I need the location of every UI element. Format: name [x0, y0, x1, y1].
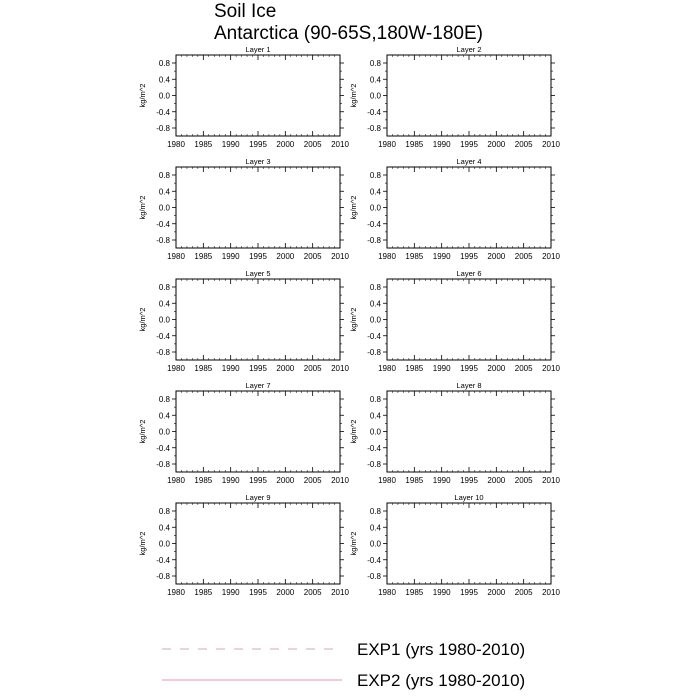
y-tick-label: 0.0 [158, 203, 170, 213]
title-line-2: Antarctica (90-65S,180W-180E) [214, 23, 483, 44]
y-tick-label: 0.0 [369, 539, 381, 549]
y-tick-label: -0.4 [367, 331, 381, 341]
x-tick-label: 1995 [460, 476, 478, 485]
panel-layer-3 [138, 157, 349, 261]
y-axis-label: kg/m^2 [349, 195, 358, 220]
x-tick-label: 1980 [378, 476, 396, 485]
x-tick-label: 1995 [249, 588, 267, 597]
y-tick-label: 0.0 [158, 427, 170, 437]
x-tick-label: 2000 [276, 252, 295, 261]
y-tick-label: 0.0 [369, 427, 381, 437]
panel-title: Layer 8 [456, 381, 482, 390]
x-tick-label: 1990 [221, 476, 240, 485]
x-tick-label: 2010 [542, 476, 560, 485]
x-tick-label: 2000 [487, 364, 506, 373]
panel-layer-5 [138, 269, 349, 373]
y-tick-label: -0.8 [156, 236, 170, 245]
y-tick-label: 0.4 [158, 411, 170, 421]
y-tick-label: 0.8 [369, 507, 381, 516]
plot-frame [387, 503, 551, 584]
y-tick-label: -0.8 [367, 124, 381, 133]
y-tick-label: 0.4 [369, 411, 381, 421]
x-tick-label: 1995 [460, 364, 478, 373]
x-tick-label: 1985 [194, 476, 213, 485]
x-tick-label: 1990 [432, 588, 451, 597]
panel-layer-2 [349, 45, 560, 149]
panel-title: Layer 1 [245, 45, 271, 54]
y-tick-label: 0.4 [158, 523, 170, 533]
x-tick-label: 2010 [331, 588, 349, 597]
panel-title: Layer 5 [245, 269, 271, 278]
x-tick-label: 1995 [249, 364, 267, 373]
legend-label-exp2: EXP2 (yrs 1980-2010) [357, 671, 526, 690]
x-tick-label: 1990 [432, 140, 451, 149]
y-tick-label: -0.4 [367, 443, 381, 453]
y-axis-label: kg/m^2 [349, 419, 358, 444]
x-tick-label: 1990 [221, 588, 240, 597]
x-tick-label: 2010 [331, 252, 349, 261]
x-tick-label: 1990 [221, 252, 240, 261]
legend [162, 640, 525, 690]
panel-layer-1 [138, 45, 349, 149]
x-tick-label: 1985 [405, 588, 424, 597]
y-tick-label: -0.8 [367, 348, 381, 357]
x-tick-label: 2010 [542, 252, 560, 261]
x-tick-label: 1980 [167, 252, 185, 261]
x-tick-label: 1990 [432, 252, 451, 261]
x-tick-label: 2000 [276, 588, 295, 597]
x-tick-label: 1985 [194, 364, 213, 373]
y-tick-label: 0.8 [158, 59, 170, 68]
y-tick-label: 0.8 [369, 395, 381, 404]
y-tick-label: 0.4 [158, 75, 170, 85]
x-tick-label: 2000 [276, 476, 295, 485]
y-tick-label: -0.4 [156, 219, 170, 229]
x-tick-label: 1985 [405, 140, 424, 149]
y-tick-label: 0.8 [158, 395, 170, 404]
plot-frame [176, 55, 340, 136]
x-tick-label: 2000 [276, 364, 295, 373]
y-tick-label: 0.8 [369, 171, 381, 180]
panel-layer-4 [349, 157, 560, 261]
y-tick-label: 0.8 [369, 59, 381, 68]
panel-layer-6 [349, 269, 560, 373]
x-tick-label: 2005 [303, 364, 322, 373]
panel-layer-10 [349, 493, 560, 597]
x-tick-label: 1995 [460, 140, 478, 149]
y-tick-label: 0.4 [369, 187, 381, 197]
x-tick-label: 2010 [542, 364, 560, 373]
x-tick-label: 2000 [487, 252, 506, 261]
y-tick-label: -0.4 [156, 555, 170, 565]
plot-frame [387, 279, 551, 360]
y-tick-label: 0.4 [369, 523, 381, 533]
x-tick-label: 1995 [249, 140, 267, 149]
x-tick-label: 1990 [432, 476, 451, 485]
x-tick-label: 1980 [167, 588, 185, 597]
y-axis-label: kg/m^2 [138, 531, 147, 556]
y-tick-label: -0.8 [156, 124, 170, 133]
x-tick-label: 2010 [331, 364, 349, 373]
y-tick-label: 0.8 [158, 283, 170, 292]
x-tick-label: 1995 [460, 588, 478, 597]
x-tick-label: 1995 [249, 476, 267, 485]
x-tick-label: 1985 [194, 252, 213, 261]
y-axis-label: kg/m^2 [138, 83, 147, 108]
x-tick-label: 2000 [487, 140, 506, 149]
y-tick-label: -0.4 [367, 107, 381, 117]
y-tick-label: 0.8 [158, 171, 170, 180]
x-tick-label: 2000 [276, 140, 295, 149]
y-tick-label: 0.4 [158, 299, 170, 309]
panel-title: Layer 9 [245, 493, 271, 502]
plot-frame [176, 391, 340, 472]
y-tick-label: 0.0 [158, 539, 170, 549]
y-tick-label: -0.4 [367, 555, 381, 565]
panel-title: Layer 4 [456, 157, 482, 166]
plot-frame [387, 55, 551, 136]
x-tick-label: 1980 [167, 476, 185, 485]
x-tick-label: 2005 [303, 140, 322, 149]
y-tick-label: 0.0 [158, 315, 170, 325]
plot-frame [387, 391, 551, 472]
x-tick-label: 2000 [487, 476, 506, 485]
y-tick-label: -0.8 [367, 236, 381, 245]
y-axis-label: kg/m^2 [349, 83, 358, 108]
y-tick-label: 0.0 [369, 91, 381, 101]
x-tick-label: 2010 [331, 476, 349, 485]
x-tick-label: 1985 [194, 588, 213, 597]
y-tick-label: 0.0 [158, 91, 170, 101]
y-tick-label: 0.8 [158, 507, 170, 516]
y-tick-label: 0.0 [369, 315, 381, 325]
plot-frame [176, 167, 340, 248]
y-tick-label: 0.4 [369, 299, 381, 309]
y-tick-label: 0.4 [158, 187, 170, 197]
plot-frame [387, 167, 551, 248]
x-tick-label: 2010 [542, 588, 560, 597]
x-tick-label: 2005 [514, 140, 533, 149]
plot-frame [176, 503, 340, 584]
panel-title: Layer 7 [245, 381, 271, 390]
x-tick-label: 1990 [221, 140, 240, 149]
panel-title: Layer 6 [456, 269, 482, 278]
x-tick-label: 1980 [378, 588, 396, 597]
plot-frame [176, 279, 340, 360]
x-tick-label: 2000 [487, 588, 506, 597]
y-tick-label: -0.8 [367, 460, 381, 469]
x-tick-label: 1980 [378, 140, 396, 149]
y-tick-label: -0.4 [156, 331, 170, 341]
x-tick-label: 1985 [194, 140, 213, 149]
y-tick-label: -0.8 [367, 572, 381, 581]
panel-layer-9 [138, 493, 349, 597]
x-tick-label: 2010 [331, 140, 349, 149]
x-tick-label: 1980 [167, 140, 185, 149]
y-axis-label: kg/m^2 [138, 419, 147, 444]
x-tick-label: 1985 [405, 476, 424, 485]
x-tick-label: 2005 [514, 476, 533, 485]
y-axis-label: kg/m^2 [349, 531, 358, 556]
title-line-1: Soil Ice [214, 1, 277, 22]
x-tick-label: 1995 [249, 252, 267, 261]
y-tick-label: 0.0 [369, 203, 381, 213]
x-tick-label: 1980 [378, 364, 396, 373]
x-tick-label: 1990 [432, 364, 451, 373]
x-tick-label: 2005 [303, 252, 322, 261]
y-tick-label: -0.4 [367, 219, 381, 229]
x-tick-label: 1980 [378, 252, 396, 261]
x-tick-label: 2005 [303, 588, 322, 597]
y-axis-label: kg/m^2 [349, 307, 358, 332]
panel-grid [138, 45, 560, 597]
y-tick-label: -0.8 [156, 572, 170, 581]
x-tick-label: 1985 [405, 364, 424, 373]
panel-layer-8 [349, 381, 560, 485]
panel-title: Layer 3 [245, 157, 271, 166]
x-tick-label: 1990 [221, 364, 240, 373]
panel-title: Layer 10 [454, 493, 484, 502]
y-tick-label: -0.8 [156, 460, 170, 469]
y-tick-label: 0.4 [369, 75, 381, 85]
legend-label-exp1: EXP1 (yrs 1980-2010) [357, 640, 526, 659]
y-tick-label: -0.4 [156, 107, 170, 117]
x-tick-label: 2005 [514, 364, 533, 373]
y-tick-label: -0.4 [156, 443, 170, 453]
x-tick-label: 2005 [303, 476, 322, 485]
x-tick-label: 2005 [514, 252, 533, 261]
y-tick-label: 0.8 [369, 283, 381, 292]
y-axis-label: kg/m^2 [138, 195, 147, 220]
x-tick-label: 1995 [460, 252, 478, 261]
y-tick-label: -0.8 [156, 348, 170, 357]
panel-layer-7 [138, 381, 349, 485]
x-tick-label: 1980 [167, 364, 185, 373]
y-axis-label: kg/m^2 [138, 307, 147, 332]
panel-title: Layer 2 [456, 45, 482, 54]
figure-title [214, 1, 483, 44]
x-tick-label: 1985 [405, 252, 424, 261]
x-tick-label: 2010 [542, 140, 560, 149]
x-tick-label: 2005 [514, 588, 533, 597]
